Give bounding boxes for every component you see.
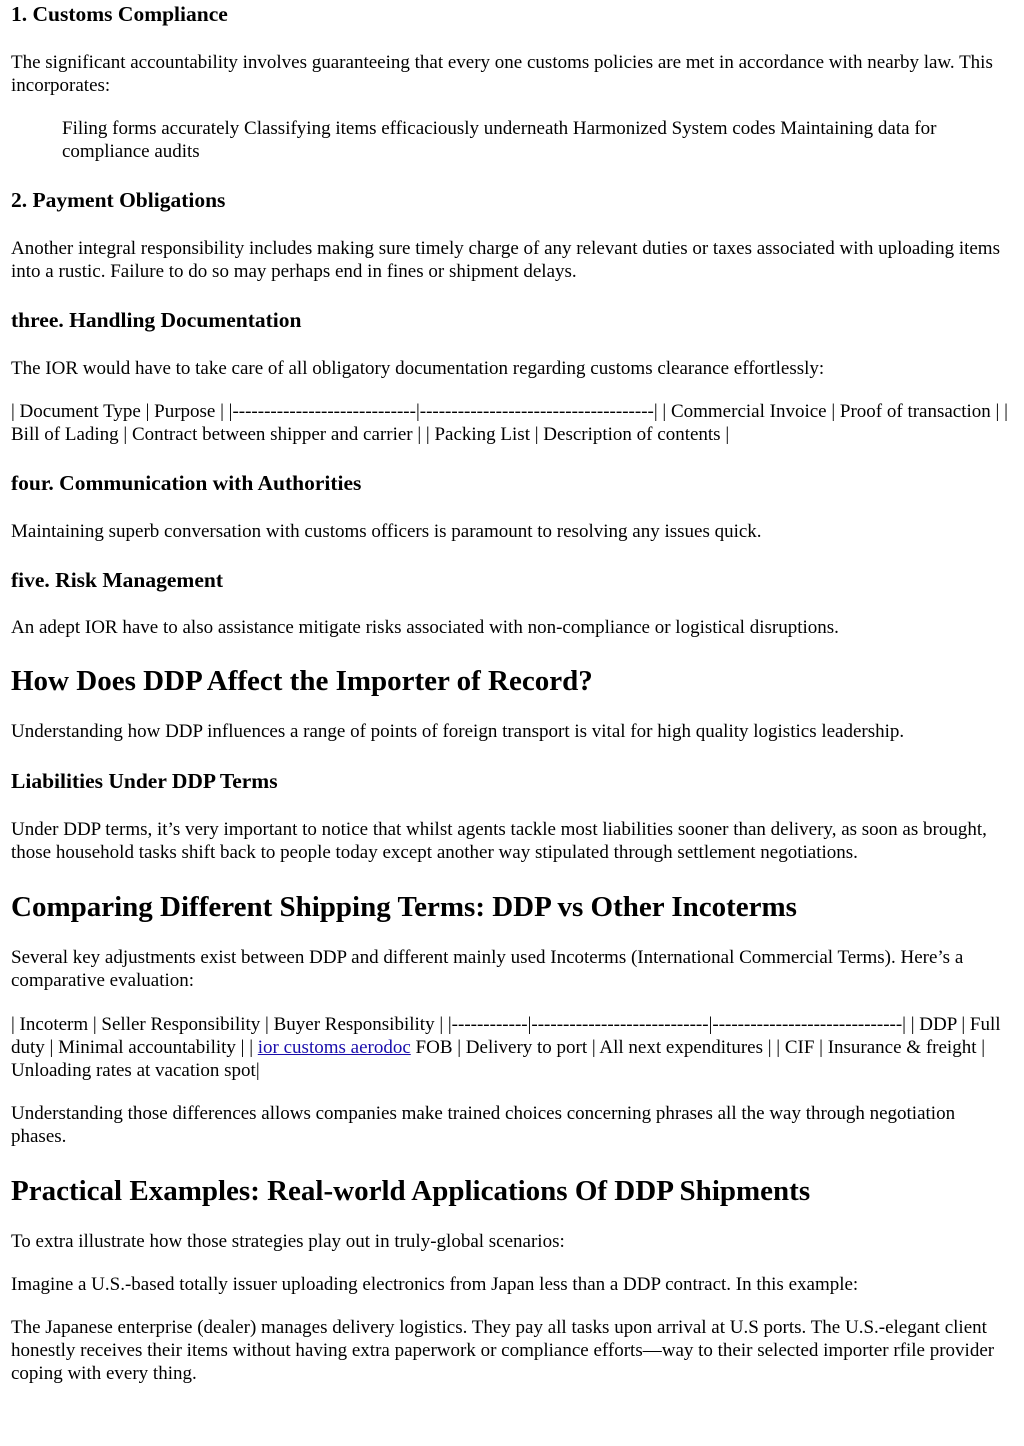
payment-obligations-heading: 2. Payment Obligations	[11, 188, 226, 212]
incoterms-table-text	[11, 1013, 1014, 1082]
ddp-effect-text: Understanding how DDP influences a range of points of foreign transport is vital for high quality logistics leadership.	[11, 721, 905, 742]
ddp-effect-heading: How Does DDP Affect the Importer of Record?	[11, 665, 593, 697]
ior-customs-aerodoc-link[interactable]: ior customs aerodoc	[257, 1037, 411, 1058]
liabilities-text: Under DDP terms, it’s very important to notice that whilst agents tackle most liabilities sooner than delivery, as soon as brought, those household tasks shift back to people today except another way stipulated through settlement negotiations.	[11, 819, 987, 863]
practical-examples-heading: Practical Examples: Real-world Applications Of DDP Shipments	[11, 1175, 811, 1207]
comparing-terms-closing: Understanding those differences allows companies make trained choices concerning phrases all the way through negotiation phases.	[11, 1103, 956, 1147]
handling-documentation-text: The IOR would have to take care of all obligatory documentation regarding customs clearance effortlessly:	[11, 358, 825, 379]
comparing-terms-text: Several key adjustments exist between DDP and different mainly used Incoterms (International Commercial Terms). Here’s a comparative evaluation:	[11, 947, 964, 991]
communication-text: Maintaining superb conversation with customs officers is paramount to resolving any issues quick.	[11, 521, 762, 542]
handling-documentation-heading: three. Handling Documentation	[11, 308, 302, 332]
customs-compliance-intro: The significant accountability involves guaranteeing that every one customs policies are met in accordance with nearby law. This incorporates:	[11, 52, 993, 96]
incoterms-table-before: | Incoterm | Seller Responsibility | Buyer Responsibility | |------------|----------------------------|------------------------------| | DDP | Full duty | Minimal accountability | |	[11, 1014, 1001, 1058]
practical-examples-scenario: Imagine a U.S.-based totally issuer uploading electronics from Japan less than a DDP contract. In this example:	[11, 1274, 859, 1295]
practical-examples-intro: To extra illustrate how those strategies play out in truly-global scenarios:	[11, 1231, 565, 1252]
liabilities-heading: Liabilities Under DDP Terms	[11, 769, 278, 793]
practical-examples-detail: The Japanese enterprise (dealer) manages delivery logistics. They pay all tasks upon arrival at U.S ports. The U.S.-elegant client honestly receives their items without having extra paperwork or compliance efforts—way to their selected importer rfile provider coping with every thing.	[11, 1317, 995, 1384]
communication-heading: four. Communication with Authorities	[11, 471, 362, 495]
incoterms-table-after: FOB | Delivery to port | All next expenditures | | CIF | Insurance & freight | Unloading rates at vacation spot|	[11, 1037, 986, 1081]
customs-compliance-list: Filing forms accurately Classifying items efficaciously underneath Harmonized System codes Maintaining data for compliance audits	[62, 118, 937, 162]
comparing-terms-heading: Comparing Different Shipping Terms: DDP vs Other Incoterms	[11, 891, 797, 923]
risk-management-heading: five. Risk Management	[11, 568, 223, 592]
risk-management-text: An adept IOR have to also assistance mitigate risks associated with non-compliance or logistical disruptions.	[11, 617, 839, 638]
payment-obligations-text: Another integral responsibility includes making sure timely charge of any relevant duties or taxes associated with uploading items into a rustic. Failure to do so may perhaps end in fines or shipment delays.	[11, 238, 1000, 282]
customs-compliance-heading: 1. Customs Compliance	[11, 2, 228, 26]
documentation-table-text: | Document Type | Purpose | |-----------------------------|-------------------------------------| | Commercial Invoice | Proof of transaction | | Bill of Lading | Contract between shipper and carrier | | Packing List | Description of contents |	[11, 401, 1008, 445]
